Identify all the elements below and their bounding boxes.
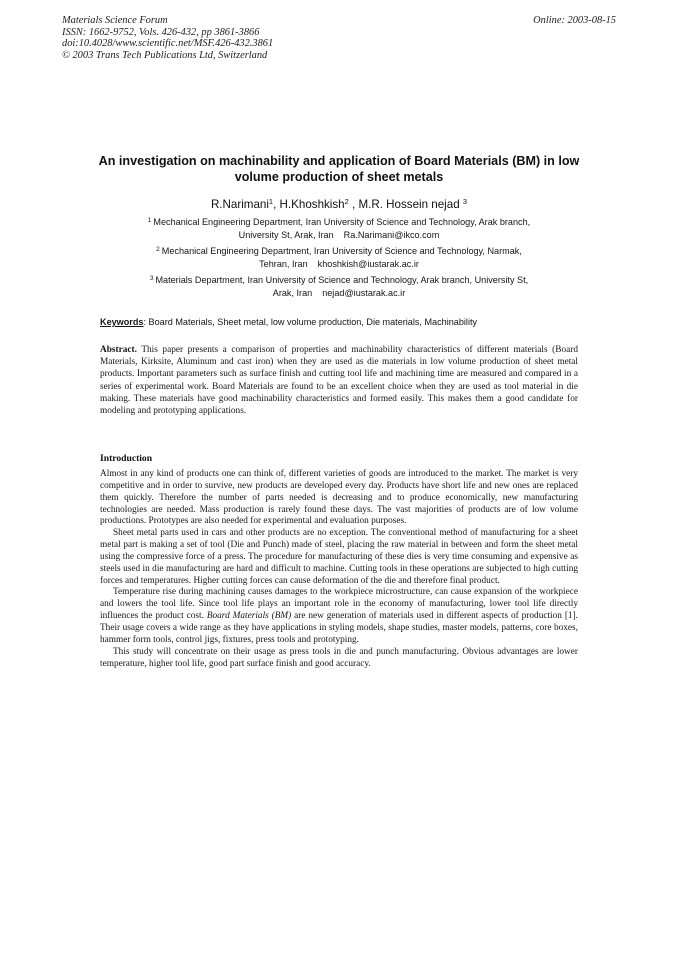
affil-line: Materials Department, Iran University of Science and Technology, Arak branch, University St,: [155, 275, 529, 285]
affil-email: Ra.Narimani@ikco.com: [343, 229, 440, 240]
affil-email: nejad@iustarak.ac.ir: [322, 287, 406, 298]
author-separator: ,: [348, 198, 359, 211]
online-date: Online: 2003-08-15: [533, 15, 616, 26]
abstract-text: This paper presents a comparison of properties and machinability characteristics of different materials (Board Materials, Kirksite, Aluminum and cast iron) when they are used as die materials in low volume production of sheet metal products. Important parameters such as surface finish and cutting tool life and machining time are measured and compared in a series of experimental work. Board Materials are found to be an excellent choice when they are used as tool material in die making. These materials have good machinability characteristics and formed easily. This makes them a good candidate for modeling and prototyping applications.: [100, 345, 578, 417]
author-affil-marker: 1: [268, 197, 274, 206]
affil-email: khoshkish@iustarak.ac.ir: [317, 258, 419, 269]
introduction-heading: Introduction: [100, 453, 153, 464]
paragraph-text: Temperature rise during machining causes damages to the workpiece microstructure, can cause expansion of the workpiece and lowers the tool life. Since tool life plays an important role in the economy of manufacturing, lower tool life directly influences the product cost.: [100, 587, 578, 622]
copyright-line: © 2003 Trans Tech Publications Ltd, Switzerland: [62, 49, 268, 61]
keywords-text: : Board Materials, Sheet metal, low volume production, Die materials, Machinability: [143, 317, 478, 327]
paper-title: An investigation on machinability and application of Board Materials (BM) in low volume production of sheet metals: [98, 154, 580, 184]
keywords-line: [100, 317, 477, 327]
author-affil-marker: 3: [462, 197, 468, 206]
introduction-body: [100, 469, 578, 670]
affiliation-3: [90, 273, 588, 299]
paragraph: Almost in any kind of products one can think of, different varieties of goods are introduced to the market. The market is very competitive and in order to survive, new products are developed every day. Products have short life and new ones are replaced them quickly. Therefore the number of parts needed is decreasing and to produce economically, new manufacturing technologies are needed. Mass production is rarely found these days. The vast majorities of products are of low volume productions. Prototypes are also needed for experimental and evaluation purposes.: [100, 469, 578, 527]
affil-line: Mechanical Engineering Department, Iran University of Science and Technology, Narmak,: [161, 246, 522, 256]
affil-marker: 2: [156, 246, 160, 253]
issn-line: ISSN: 1662-9752, Vols. 426-432, pp 3861-3866: [62, 26, 260, 38]
affil-line: University St, Arak, Iran: [238, 229, 334, 240]
paragraph-text: are new generation of materials used in different aspects of production [1]. Their usage covers a wide range as they have applications in styling models, shape studies, master models, patterns, core boxes, hammer form tools, control jigs, fixtures, press tools and prototyping.: [100, 611, 578, 645]
affil-marker: 1: [147, 217, 152, 224]
affiliation-2: [90, 244, 588, 270]
doi-line: doi:10.4028/www.scientific.net/MSF.426-432.3861: [62, 38, 274, 50]
author-separator: ,: [273, 198, 280, 211]
affil-line: Arak, Iran: [272, 287, 313, 298]
keywords-label: Keywords: [100, 317, 144, 327]
author-name: R.Narimani: [210, 198, 269, 211]
paragraph: Sheet metal parts used in cars and other products are no exception. The conventional method of manufacturing for a sheet metal part is making a set of tool (Die and Punch) made of steel, placing the raw material in between and form the sheet metal using the compressive force of a press. The procedure for manufacturing of these dies is very time consuming and expensive as steels used in die manufacturing are hard and difficult to machine. Cutting tools in these operations are subjected to high cutting forces and temperatures. Higher cutting forces can cause deformation of the die and therefore final product.: [100, 528, 578, 586]
affil-marker: 3: [149, 275, 154, 282]
affil-line: Mechanical Engineering Department, Iran University of Science and Technology, Arak branch,: [153, 217, 531, 227]
journal-header: [62, 15, 273, 61]
paragraph: [100, 587, 578, 646]
affiliation-1: [90, 215, 588, 241]
abstract-block: [100, 344, 578, 417]
abstract-label: Abstract.: [100, 345, 137, 355]
affil-line: Tehran, Iran: [259, 258, 308, 269]
author-affil-marker: 2: [344, 197, 349, 206]
author-name: H.Khoshkish: [279, 198, 345, 211]
paragraph: This study will concentrate on their usage as press tools in die and punch manufacturing. Obvious advantages are lower temperature, higher tool life, good part surface finish and good accuracy.: [100, 646, 578, 669]
italic-term: Board Materials (BM): [206, 611, 292, 622]
author-list: [80, 197, 598, 211]
author-name: M.R. Hossein nejad: [358, 198, 463, 211]
journal-name: Materials Science Forum: [62, 15, 168, 26]
